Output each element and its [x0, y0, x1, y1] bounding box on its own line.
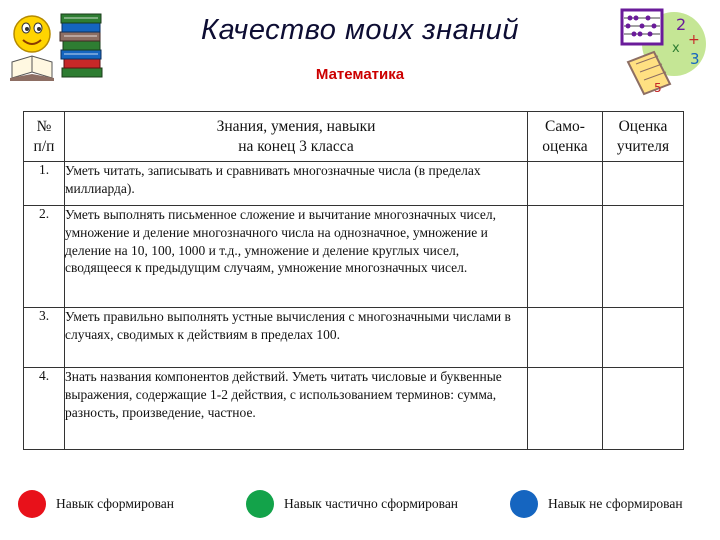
header-self-line2: оценка: [542, 137, 588, 155]
row-skill-text: Уметь читать, записывать и сравнивать многозначные числа (в пределах миллиарда).: [65, 162, 528, 206]
self-assessment-cell[interactable]: [528, 368, 603, 450]
subject-subtitle: Математика: [315, 66, 405, 83]
legend-dot-blue-icon: [510, 490, 538, 518]
row-number: 2.: [24, 206, 65, 308]
row-number: 1.: [24, 162, 65, 206]
page-title: Качество моих знаний: [201, 14, 519, 46]
teacher-assessment-cell[interactable]: [603, 206, 684, 308]
teacher-assessment-cell[interactable]: [603, 368, 684, 450]
self-assessment-cell[interactable]: [528, 206, 603, 308]
skills-table: [23, 111, 684, 450]
svg-text:3: 3: [690, 50, 700, 68]
row-number: 4.: [24, 368, 65, 450]
legend-label-formed: Навык сформирован: [56, 496, 174, 511]
table-row: [24, 368, 684, 450]
row-skill-text: Знать названия компонентов действий. Уметь читать числовые и буквенные выражения, содержащие 1-2 действия, с использованием терминов: сумма, разность, произведение, частное.: [65, 368, 528, 450]
header-number-line1: №: [36, 117, 52, 135]
row-skill-text: Уметь выполнять письменное сложение и вычитание многозначных чисел, умножение и деление многозначного числа на однозначное, умножение и деление на 10, 100, 1000 и т.д., умножение и деление круглых чисел, сводящееся к предыдущим случаям, умножение многозначных чисел.: [65, 206, 528, 308]
legend-dot-green-icon: [246, 490, 274, 518]
teacher-assessment-cell[interactable]: [603, 162, 684, 206]
table-row: [24, 162, 684, 206]
header-skills-line2: на конец 3 класса: [238, 137, 354, 155]
header-number: [24, 112, 65, 162]
svg-text:5: 5: [654, 81, 662, 95]
teacher-assessment-cell[interactable]: [603, 308, 684, 368]
header-teacher-line2: учителя: [616, 137, 670, 155]
header-self-line1: Само-: [545, 117, 585, 135]
legend-label-partial: Навык частично сформирован: [284, 496, 459, 511]
header-teacher-line1: Оценка: [618, 117, 668, 135]
table-row: [24, 206, 684, 308]
header-teacher-assessment: [603, 112, 684, 162]
svg-text:x: x: [672, 41, 680, 56]
header-skills-line1: Знания, умения, навыки: [216, 117, 376, 135]
table-row: [24, 308, 684, 368]
svg-text:2: 2: [676, 15, 687, 34]
self-assessment-cell[interactable]: [528, 308, 603, 368]
svg-text:+: +: [688, 32, 700, 48]
table-header-row: [24, 112, 684, 162]
legend-dot-red-icon: [18, 490, 46, 518]
self-assessment-cell[interactable]: [528, 162, 603, 206]
header-self-assessment: [528, 112, 603, 162]
row-skill-text: Уметь правильно выполнять устные вычисления с многозначными числами в случаях, сводимых к действиям в пределах 100.: [65, 308, 528, 368]
row-number: 3.: [24, 308, 65, 368]
header-skills: [65, 112, 528, 162]
header-number-line2: п/п: [33, 137, 55, 155]
legend-label-not-formed: Навык не сформирован: [548, 496, 683, 511]
